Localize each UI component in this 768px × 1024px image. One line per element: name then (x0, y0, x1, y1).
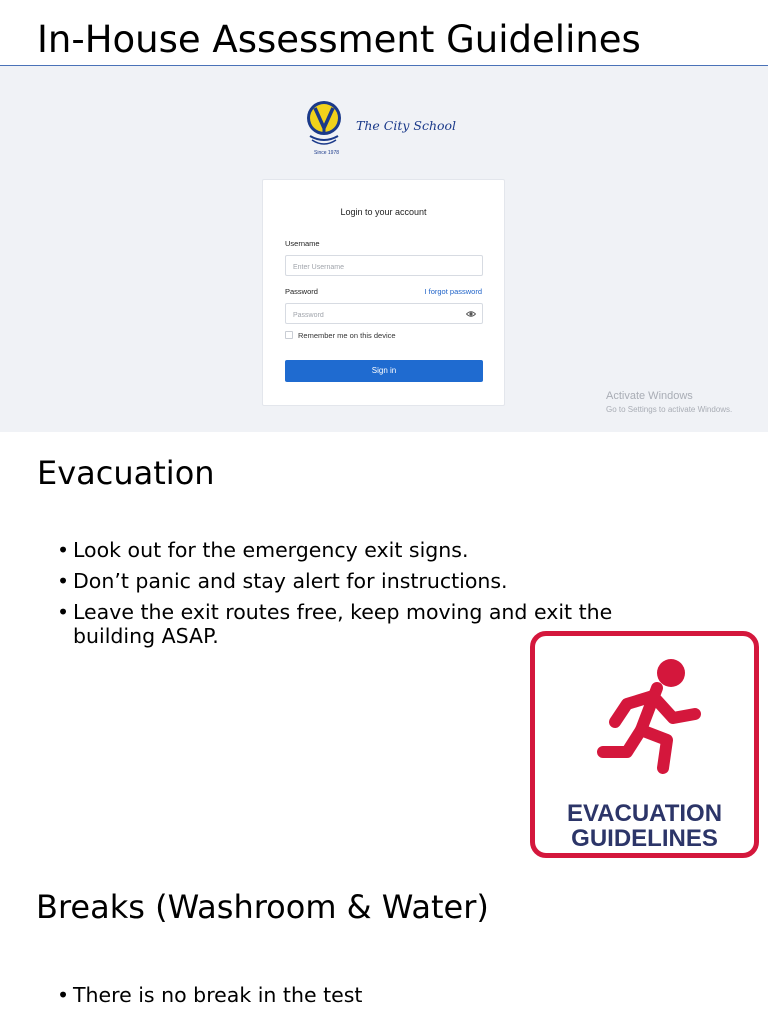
activate-windows-subtitle: Go to Settings to activate Windows. (606, 405, 733, 414)
username-field-box (285, 255, 483, 276)
activate-windows-title: Activate Windows (606, 390, 693, 402)
login-card (262, 179, 505, 406)
password-field-box (285, 303, 483, 324)
login-screenshot (0, 66, 768, 432)
school-logo (306, 98, 476, 158)
eye-icon[interactable] (466, 309, 476, 319)
list-item: • Look out for the emergency exit signs. (57, 538, 697, 562)
evacuation-heading: Evacuation (37, 454, 215, 492)
sign-caption-line-2: GUIDELINES (571, 825, 718, 852)
username-label: Username (285, 239, 320, 248)
list-item: • Don’t panic and stay alert for instructions. (57, 569, 697, 593)
list-item: • Leave the exit routes free, keep moving and exit the building ASAP. (57, 600, 697, 648)
running-person-icon (587, 656, 707, 781)
school-crest-icon (306, 98, 346, 150)
breaks-heading: Breaks (Washroom & Water) (36, 888, 489, 926)
forgot-password-link[interactable]: I forgot password (424, 287, 482, 296)
page-title: In-House Assessment Guidelines (37, 18, 641, 61)
password-label: Password (285, 287, 318, 296)
evacuation-guidelines-sign (530, 631, 759, 858)
evacuation-sign-caption (535, 801, 754, 851)
breaks-bullet-list (57, 983, 697, 1014)
username-input[interactable] (286, 258, 463, 277)
remember-me-label: Remember me on this device (298, 330, 396, 340)
school-since: Since 1978 (314, 150, 340, 156)
password-input[interactable] (286, 306, 463, 325)
login-heading: Login to your account (340, 207, 427, 217)
sign-in-button[interactable]: Sign in (285, 360, 483, 382)
list-item: • There is no break in the test (57, 983, 697, 1007)
sign-caption-line-1: EVACUATION (566, 800, 723, 827)
remember-me-checkbox[interactable] (285, 331, 293, 339)
remember-me-row (285, 330, 396, 340)
school-name: The City School (356, 118, 457, 133)
